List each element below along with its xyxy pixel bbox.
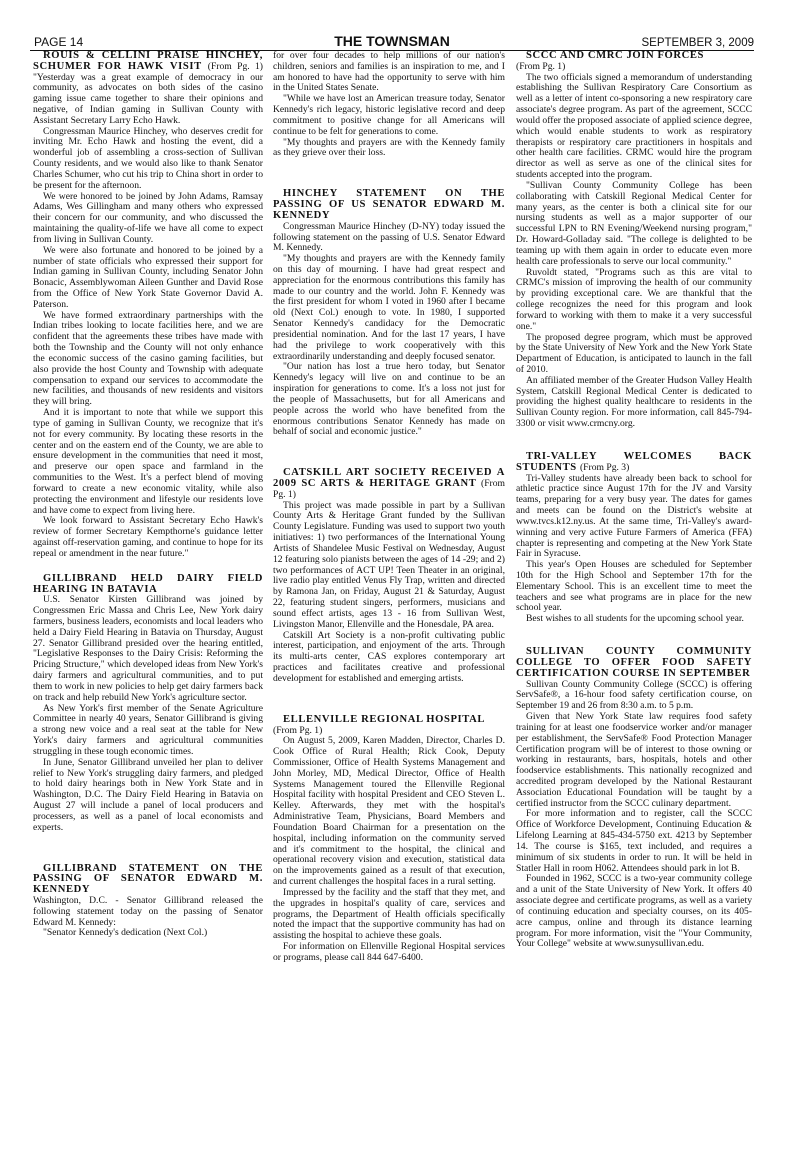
issue-date: SEPTEMBER 3, 2009 [641,37,754,49]
article-paragraph: Impressed by the facility and the staff that they met, and the upgrades in hospital's quality of care, services and programs, the Department of Health officials specifically noted the impact that the supportive community has had on assisting the hospital to achieve these goals. [273,886,505,942]
column-3 [516,51,752,950]
article-paragraph: Founded in 1962, SCCC is a two-year community college and a unit of the State University of New York. It offers 40 associate degree and certificate programs, as well as a variety of continuing education and specialty courses, on its 405-acre campus, online and through its distance learning program. For more information, visit the "Your Community, Your College" website at www.sunysullivan.edu. [516,873,752,950]
article-headline: HINCHEY STATEMENT ON THE PASSING OF US SENATOR EDWARD M. KENNEDY [273,188,505,221]
article-lead-text: "Yesterday was a great example of democracy in our community, as advocates on both sides of the casino gaming issue came together to share their opinions and negative, of Indian gaming in Sullivan County with Assistant Secretary Larry Echo Hawk. [33,71,263,126]
article-paragraph: An affiliated member of the Greater Hudson Valley Health System, Catskill Regional Medical Center is dedicated to providing the highest quality healthcare to residents in the Sullivan County region. For more information, call 845-794-3300 or visit www.crmcny.org. [516,374,752,430]
article-headline: GILLIBRAND HELD DAIRY FIELD HEARING IN BATAVIA [33,572,263,595]
article-paragraph: On August 5, 2009, Karen Madden, Director, Charles D. Cook Office of Rural Health; Rick Cook, Deputy Commissioner, Office of Health Systems Management and John Morley, MD, Medical Director, Office of Health Systems Management toured the Ellenville Regional Hospital facility with hospital President and CEO Steven L. Kelley. Afterwards, they met with the hospital's Administrative Team, Physicians, Board Members and Foundation Board Chairman for a presentation on the hospital, including information on the community served and it's commitment to the hospital, the clinical and operational recovery vision and execution, statistical data on the improvements gained as a result of that execution, and current challenges the hospital faces in a rural setting. [273,735,505,888]
article-paragraph: As New York's first member of the Senate Agriculture Committee in nearly 40 years, Senator Gillibrand is giving a strong new voice and a real seat at the table for New York's dairy farmers and agricultural communities struggling in these tough economic times. [33,702,263,757]
article-paragraph: We look forward to Assistant Secretary Echo Hawk's review of former Secretary Kempthorne's guidance letter against off-reservation gaming, and continue to hope for its repeal or amendment in the near future." [33,515,263,559]
column-2 [273,51,505,964]
article-paragraph: Catskill Art Society is a non-profit cultivating public interest, participation, and enjoyment of the arts. Through its multi-arts center, CAS explores contemporary art practices and facilitates creative and professional development for established and emerging artists. [273,629,505,684]
article-paragraph: Washington, D.C. - Senator Gillibrand released the following statement today on the passing of Senator Edward M. Kennedy: [33,894,263,928]
article-paragraph: Tri-Valley students have already been back to school for athletic practice since August 17th for the JV and Varsity teams, preparing for a very busy year. The dates for games and meets can be found on the District's website at www.tvcs.k12.ny.us. At the same time, Tri-Valley's award-winning and very active Future Farmers of America (FFA) chapter is representing and competing at the New York State Fair in Syracuse. [516,472,752,560]
headline-text: ROUIS & CELLINI PRAISE HINCHEY, SCHUMER FOR HAWK VISIT [33,50,263,72]
article-sccc-cmrc [516,51,752,430]
article-headline [33,51,263,127]
article-paragraph: The proposed degree program, which must be approved by the State University of New York and the New York State Department of Education, is anticipated to launch in the fall of 2010. [516,331,752,375]
article-paragraph: Sullivan County Community College (SCCC) is offering ServSafe®, a 16-hour food safety certification course, on September 19 and 26 from 8:30 a.m. to 5 p.m. [516,678,752,712]
article-paragraph: We have formed extraordinary partnerships with the Indian tribes looking to locate facilities here, and we are confident that the agreements these tribes have made with both the Township and the County will not only enhance the economic success of the casino gaming facilities, but also provide the host County and Township with adequate compensation to expand our services to accommodate the new facilities, and thousands of new residents and visitors they will bring. [33,309,263,408]
from-page-note: (From Pg. 1) [516,60,566,72]
article-paragraph: "While we have lost an American treasure today, Senator Kennedy's rich legacy, historic legislative record and deep commitment to positive change for all Americans will continue to be felt for generations to come. [273,93,505,137]
article-headline [516,452,752,474]
from-page-note: (From Pg. 1) [207,60,264,72]
article-tri-valley [516,452,752,625]
article-paragraph: This project was made possible in part by a Sullivan County Arts & Heritage Grant funded by the Sullivan County Legislature. Funding was used to support two youth initiatives: 1) two performances of the International Young Artists of Shandelee Music Festival on Wednesday, August 12 featuring solo pianists between the ages of 14 -29; and 2) two performances of ACT UP! Teen Theater in an original, live radio play entitled Venus Fly Trap, written and directed by Ramona Jan, on Friday, August 21 & Saturday, August 22, featuring student singers, performers, musicians and sound effect artists, ages 13 - 16 from Sullivan West, Livingston Manor, Ellenville and the Honesdale, PA area. [273,499,505,630]
article-catskill-art-society [273,468,505,684]
from-page-note: (From Pg. 1) [273,478,505,500]
masthead [30,34,754,50]
article-headline: ELLENVILLE REGIONAL HOSPITAL [283,713,486,725]
article-ellenville-hospital [273,715,505,964]
article-paragraph: We were also fortunate and honored to be joined by a number of state officials who expressed their support for Indian gaming in Sullivan County, including Senator John Bonacic, Assemblywoman Aileen Gunther and David Rose from the Office of New York State Governor David A. Paterson. [33,244,263,310]
from-page-note: (From Pg. 1) [273,724,323,736]
article-paragraph: For more information and to register, call the SCCC Office of Workforce Development, Continuing Education & Lifelong Learning at 845-434-5750 ext. 4213 by September 14. The course is $165, text included, and requires a minimum of six students in order to run. It will be held in Statler Hall in room H062. Attendees should park in lot B. [516,808,752,874]
article-sccc-food-safety [516,647,752,950]
article-paragraph: "My thoughts and prayers are with the Kennedy family as they grieve over their loss. [273,136,505,159]
article-paragraph: "Sullivan County Community College has been collaborating with Catskill Regional Medical Center for many years, as the center is both a clinical site for our nursing students as well as a major supporter of our successful LPN to RN Evening/Weekend nursing program," Dr. Howard-Golladay said. "The college is delighted to be teaming up with them again in order to educate even more health care professionals to serve our local community." [516,179,752,267]
article-paragraph: Best wishes to all students for the upcoming school year. [526,613,744,625]
article-paragraph: Congressman Maurice Hinchey, who deserves credit for inviting Mr. Echo Hawk and hosting the event, did a wonderful job of assembling a cross-section of Sullivan County residents, and we would also like to thank Senator Charles Schumer, who cut his trip to China short in order to be present for the afternoon. [33,125,263,191]
article-gillibrand-statement-continued [273,51,505,159]
article-headline: GILLIBRAND STATEMENT ON THE PASSING OF SENATOR EDWARD M. KENNEDY [33,862,263,896]
article-paragraph: This year's Open Houses are scheduled for September 10th for the High School and September 17th for the Elementary School. This is an excellent time to meet the teachers and see what programs are in place for the new school year. [516,559,752,614]
page-number: PAGE 14 [34,35,84,49]
article-headline: SULLIVAN COUNTY COMMUNITY COLLEGE TO OFFER FOOD SAFETY CERTIFICATION COURSE IN SEPTEMBER [516,646,752,679]
article-paragraph: Congressman Maurice Hinchey (D-NY) today issued the following statement on the passing of U.S. Senator Edward M. Kennedy. [273,220,505,254]
article-paragraph: The two officials signed a memorandum of understanding establishing the Sullivan Respiratory Care Consortium as well as a letter of intent co-sponsoring a new respiratory care associate's degree program. As part of the agreement, SCCC would offer the proposed associate of applied science degree, which would enable students to work as respiratory therapists or respiratory care practitioners in hospitals and other health care facilities. CRMC would hire the program director as well as serve as one of the clinical sites for students accepted into the program. [516,71,752,181]
article-paragraph: Given that New York State law requires food safety training for at least one foodservice worker and/or manager per establishment, the ServSafe® Food Protection Manager Certification program will be of interest to those owning or working in restaurants, bars, hospitals, hotels and other foodservice establishments. This nationally recognized and accredited program developed by the National Restaurant Association Educational Foundation will be taught by a certified instructor from the SCCC culinary department. [516,711,752,809]
headline-text: CATSKILL ART SOCIETY RECEIVED A 2009 SC ARTS & HERITAGE GRANT [273,467,505,490]
article-headline [273,468,505,500]
article-hinchey-statement [273,189,505,438]
article-paragraph: We were honored to be joined by John Adams, Ramsay Adams, Wes Gillingham and many others who expressed their concern for our community, and who discussed the maintaining the quality-of-life we have all come to expect from living in Sullivan County. [33,190,263,245]
article-paragraph: In June, Senator Gillibrand unveiled her plan to deliver relief to New York's struggling dairy farmers, and pledged to hold dairy hearings both in New York State and in Washington, D.C. The Dairy Field Hearing in Batavia on August 27 will include a panel of local producers and processers, as well as a panel of local economists and experts. [33,756,263,833]
article-paragraph: Ruvoldt stated, "Programs such as this are vital to CRMC's mission of improving the health of our community by providing exceptional care. We are thankful that the college recognizes the need for this program and look forward to working with them to make it a very successful one." [516,266,752,332]
article-gillibrand-dairy [33,574,263,834]
newspaper-title: THE TOWNSMAN [334,33,450,49]
article-headline: SCCC AND CMRC JOIN FORCES [526,50,705,61]
article-paragraph: And it is important to note that while we support this type of gaming in Sullivan County, we recognize that it's not for every community. By locating these resorts in the center and on the eastern end of the County, we are able to ensure development in the communities that need it most, and preserve our open space and farmland in the communities to the West. It's a perfect blend of moving forward to create a new economic vitality, while also protecting the environment and lifestyle our residents love and have come to expect from living here. [33,407,263,516]
article-paragraph: For information on Ellenville Regional Hospital services or programs, please call 844 647-6400. [273,941,505,963]
article-gillibrand-statement [33,864,263,940]
headline-text: TRI-VALLEY WELCOMES BACK STUDENTS [516,450,752,473]
column-1 [33,51,263,939]
article-paragraph: "Our nation has lost a true hero today, but Senator Kennedy's legacy will live on and continue to be an inspiration for generations to come. It's a loss not just for the people of Massachusetts, but for all Americans and people across the world who have benefited from the enormous contributions Senator Kennedy has made on behalf of social and economic justice." [273,361,505,438]
from-page-note: (From Pg. 3) [579,461,630,473]
article-paragraph: "Senator Kennedy's dedication (Next Col.) [43,927,208,939]
article-rouis-cellini [33,51,263,560]
article-paragraph: U.S. Senator Kirsten Gillibrand was joined by Congressmen Eric Massa and Chris Lee, New York dairy farmers, business leaders, economists and local leaders who held a Dairy Field Hearing in Batavia on Thursday, August 27. Senator Gillibrand presided over the hearing entitled, "Legislative Responses to the Dairy Crisis: Reforming the Pricing Structure," which developed ideas from New York's dairy farmers and agricultural communities, and to put them to work in new policies to help get dairy farmers back on track and help rebuild New York's agriculture sector. [33,594,263,703]
article-paragraph: for over four decades to help millions of our nation's children, seniors and families is an inspiration to me, and I am honored to have had the opportunity to serve with him in the United States Senate. [273,50,505,94]
article-paragraph: "My thoughts and prayers are with the Kennedy family on this day of mourning. I have had great respect and appreciation for the enormous contributions this family has made to our country and the world. John F. Kennedy was the first president for whom I voted in 1960 after I became old (Next Col.) enough to vote. In 1980, I supported Senator Kennedy's candidacy for the Democratic presidential nomination. And for the last 17 years, I have had the privilege to work cooperatively with this extraordinarily understanding and deeply focused senator. [273,253,505,362]
